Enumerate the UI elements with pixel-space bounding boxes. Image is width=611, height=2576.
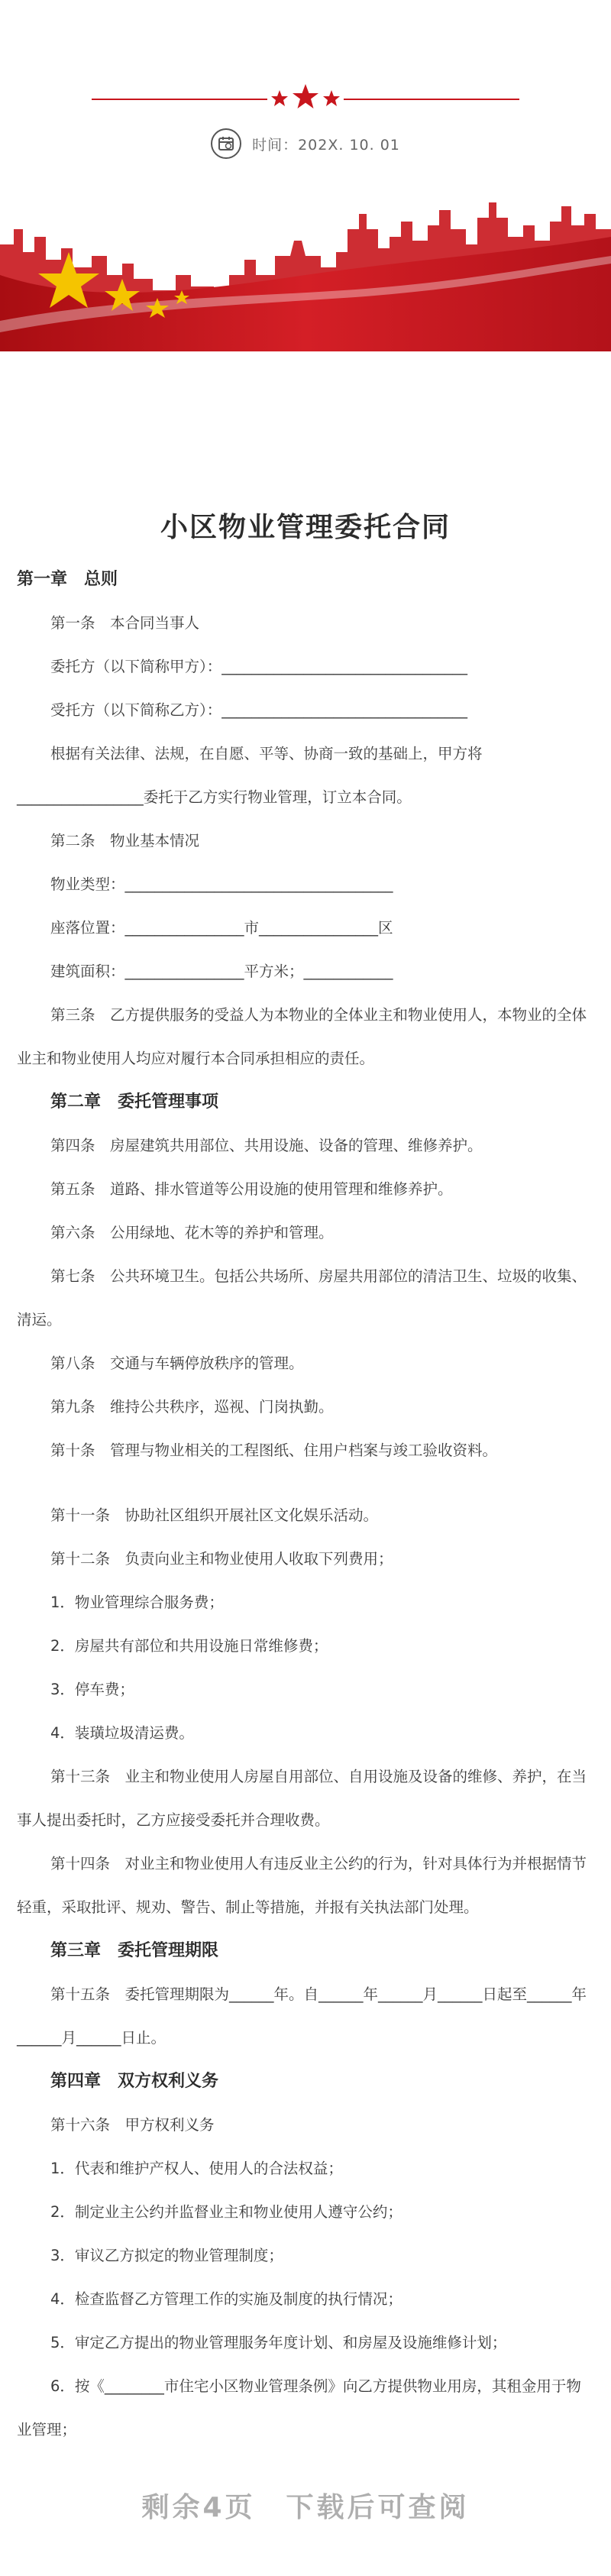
star-icon-left (271, 90, 288, 106)
decorative-line-left (92, 99, 267, 100)
paragraph: 第一条 本合同当事人 (50, 614, 200, 632)
star-icon-right (323, 90, 340, 106)
paragraph: 根据有关法律、法规，在自愿、平等、协商一致的基础上，甲方将_________________委托于乙方实行物业管理，订立本合同。 (17, 745, 483, 806)
paragraph: 第十条 管理与物业相关的工程图纸、住用户档案与竣工验收资料。 (50, 1442, 498, 1459)
paragraph: 5．审定乙方提出的物业管理服务年度计划、和房屋及设施维修计划； (50, 2334, 507, 2351)
paragraph: 3．停车费； (50, 1681, 134, 1698)
paragraph: 受托方（以下简称乙方）：_________________________________ (50, 701, 468, 719)
chapter-heading: 第三章 委托管理期限 (50, 1941, 219, 1960)
paragraph: 第二条 物业基本情况 (50, 832, 200, 849)
date-row (0, 127, 611, 160)
chapter-heading: 第一章 总则 (17, 570, 118, 589)
star-icon-center (293, 84, 318, 108)
paragraph: 2．制定业主公约并监督业主和物业使用人遵守公约； (50, 2203, 402, 2221)
publish-time: 时间：202X. 10. 01 (252, 136, 400, 154)
decorative-line-right (344, 99, 519, 100)
paragraph: 第三条 乙方提供服务的受益人为本物业的全体业主和物业使用人，本物业的全体业主和物业使用人均应对履行本合同承担相应的责任。 (17, 1006, 587, 1067)
chapter-heading: 第二章 委托管理事项 (50, 1092, 219, 1112)
star-icon (267, 83, 344, 116)
header-banner (0, 0, 611, 359)
paragraph: 第七条 公共环境卫生。包括公共场所、房屋共用部位的清洁卫生、垃圾的收集、清运。 (17, 1267, 587, 1328)
paragraph: 第五条 道路、排水管道等公用设施的使用管理和维修养护。 (50, 1180, 453, 1198)
clock-icon (211, 128, 241, 159)
paragraph: 第九条 维持公共秩序，巡视、门岗执勤。 (50, 1398, 334, 1416)
paragraph: 第十二条 负责向业主和物业使用人收取下列费用； (50, 1550, 393, 1568)
paragraph: 物业类型：____________________________________ (50, 875, 393, 893)
paragraph: 6．按《________市住宅小区物业管理条例》向乙方提供物业用房，其租金用于物业管理； (17, 2377, 581, 2438)
paragraph: 建筑面积：________________平方米；____________ (50, 963, 393, 980)
paragraph: 第十三条 业主和物业使用人房屋自用部位、自用设施及设备的维修、养护，在当事人提出委托时，乙方应接受委托并合理收费。 (17, 1768, 587, 1829)
chapter-heading: 第四章 双方权利义务 (50, 2072, 219, 2091)
city-skyline-banner (0, 183, 611, 351)
paragraph: 座落位置：________________市________________区 (50, 919, 393, 937)
paragraph: 第十五条 委托管理期限为______年。自______年______月______日起至______年______月______日止。 (17, 1985, 587, 2047)
paragraph: 委托方（以下简称甲方）：_________________________________ (50, 658, 468, 675)
paragraph: 第八条 交通与车辆停放秩序的管理。 (50, 1354, 304, 1372)
paragraph: 第十六条 甲方权利义务 (50, 2116, 215, 2134)
download-prompt[interactable]: 剩余4页 下载后可查阅 (141, 2492, 470, 2523)
document-body (17, 558, 594, 2451)
paragraph: 第十一条 协助社区组织开展社区文化娱乐活动。 (50, 1506, 379, 1524)
paragraph: 2．房屋共有部位和共用设施日常维修费； (50, 1637, 328, 1655)
paragraph: 4．装璜垃圾清运费。 (50, 1724, 194, 1742)
paragraph: 4．检查监督乙方管理工作的实施及制度的执行情况； (50, 2290, 402, 2308)
document-title: 小区物业管理委托合同 (160, 512, 451, 543)
paragraph: 第十四条 对业主和物业使用人有违反业主公约的行为，针对具体行为并根据情节轻重，采取批评、规劝、警告、制止等措施，并报有关执法部门处理。 (17, 1855, 587, 1916)
paragraph: 1．代表和维护产权人、使用人的合法权益； (50, 2160, 343, 2177)
paragraph: 第四条 房屋建筑共用部位、共用设施、设备的管理、维修养护。 (50, 1137, 483, 1154)
paragraph-spacer (17, 1472, 594, 1493)
paragraph: 第六条 公用绿地、花木等的养护和管理。 (50, 1224, 334, 1241)
paragraph: 3．审议乙方拟定的物业管理制度； (50, 2247, 283, 2264)
paragraph: 1．物业管理综合服务费； (50, 1594, 224, 1611)
